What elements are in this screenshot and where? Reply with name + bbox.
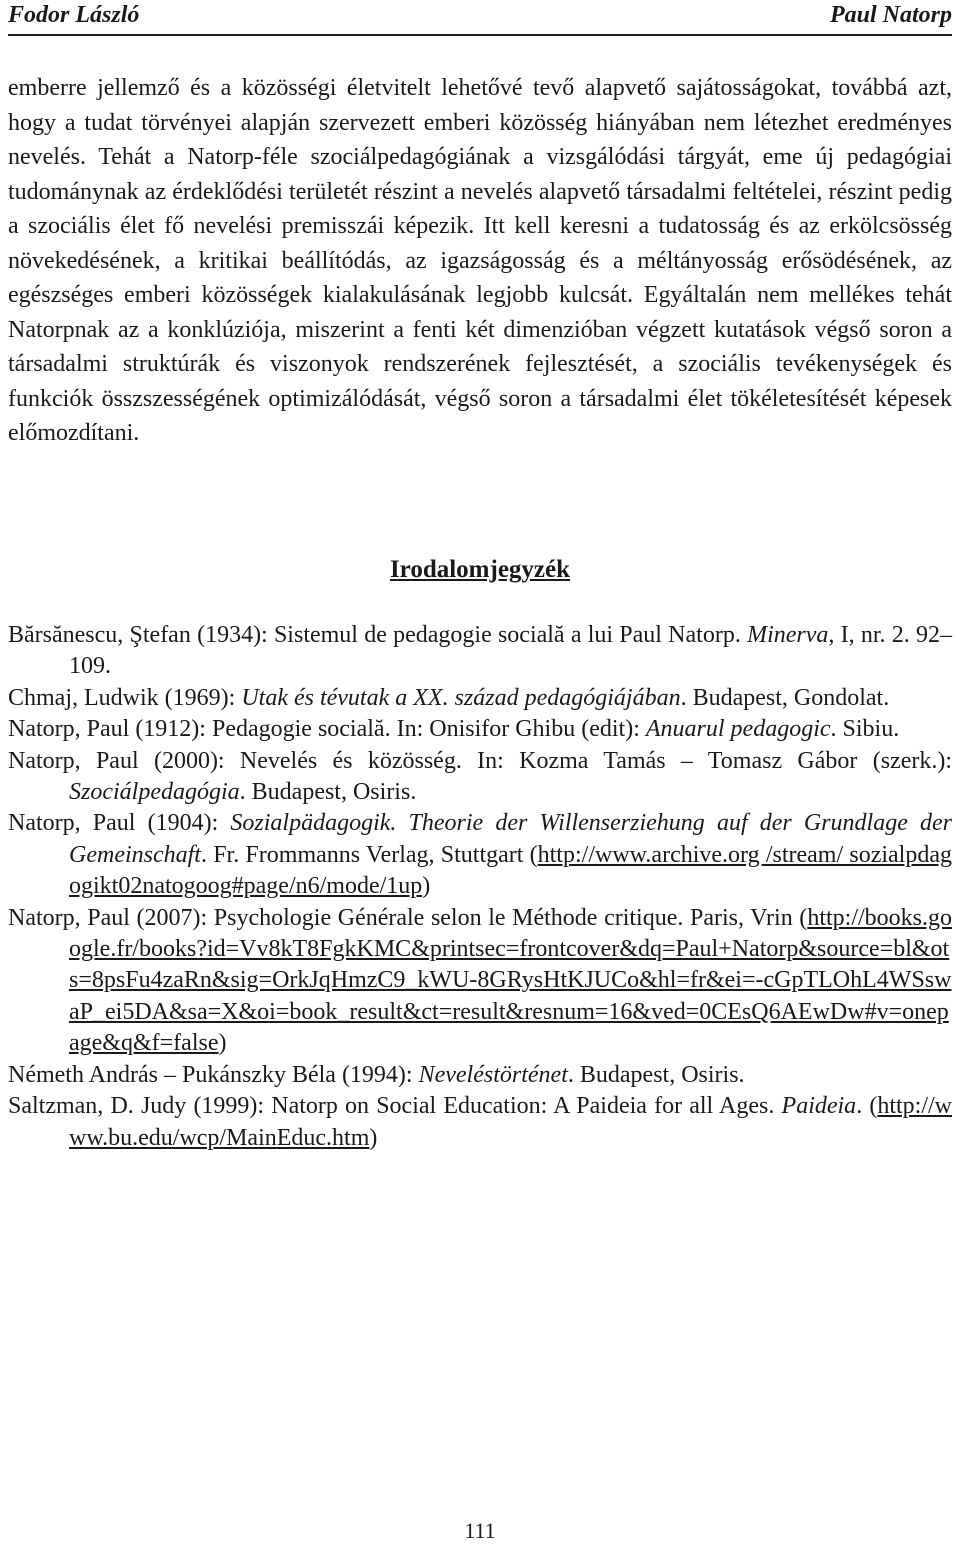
reference-text: Natorp, Paul (2000): Nevelés és közösség. In: Kozma Tamás – Tomasz Gábor (szerk.): [8, 747, 952, 774]
header-subject: Paul Natorp [829, 2, 952, 28]
reference-text: ) [218, 1030, 227, 1057]
reference-text: . Fr. Frommanns Verlag, Stuttgart ( [200, 841, 538, 868]
reference-title: Sozialpädagogik. Theorie der Willenserziehung auf der Grundlage der Gemeinschaft [69, 810, 953, 868]
reference-text: . Budapest, Gondolat. [680, 684, 890, 711]
reference-text: ) [369, 1124, 378, 1151]
reference-text: Chmaj, Ludwik (1969): [8, 684, 242, 711]
reference-text: Saltzman, D. Judy (1999): Natorp on Social Education: A Paideia for all Ages. [8, 1093, 782, 1120]
reference-text: ) [422, 873, 431, 900]
reference-list [8, 620, 952, 1154]
reference-text: . Budapest, Osiris. [239, 779, 417, 806]
reference-item [8, 808, 952, 902]
reference-text: Natorp, Paul (1904): [8, 810, 231, 837]
reference-item [8, 714, 952, 745]
reference-title: Szociálpedagógia [69, 779, 240, 806]
reference-link[interactable]: http://books.google.fr/books?id=Vv8kT8FgkKMC&printsec=frontcover&dq=Paul+Natorp&source=bl&ots=8psFu4zaRn&sig=OrkJqHmzC9_kWU-8GRysHtKJUCo&hl=fr&ei=-cGpTLOhL4WSswaP_ei5DA&sa=X&oi=book_result&ct=result&resnum=16&ved=0CEsQ6AEwDw#v=onepage&q&f=false [69, 904, 952, 1057]
header-author: Fodor László [8, 2, 140, 28]
reference-title: Minerva [747, 622, 829, 648]
running-header [8, 0, 952, 36]
reference-item [8, 1060, 952, 1091]
reference-item [8, 1091, 952, 1154]
reference-item [8, 746, 952, 809]
reference-link[interactable]: http://www.archive.org /stream/ sozialpdagogikt02natogoog#page/n6/mode/1up [69, 841, 952, 900]
reference-text: , I, nr. 2. 92–109. [69, 622, 952, 680]
reference-item [8, 903, 952, 1060]
reference-text: . Budapest, Osiris. [567, 1061, 745, 1088]
reference-title: Neveléstörténet [418, 1061, 568, 1088]
reference-text: . ( [856, 1093, 878, 1120]
reference-text: Natorp, Paul (1912): Pedagogie socială. In: Onisifor Ghibu (edit): [8, 716, 646, 743]
reference-link[interactable]: http://www.bu.edu/wcp/MainEduc.htm [69, 1093, 953, 1151]
reference-item [8, 620, 952, 683]
reference-title: Anuarul pedagogic [645, 716, 831, 743]
reference-title: Paideia [781, 1093, 857, 1120]
reference-text: Natorp, Paul (2007): Psychologie Générale selon le Méthode critique. Paris, Vrin ( [8, 904, 808, 931]
reference-text: . Sibiu. [830, 716, 900, 743]
reference-text: Németh András – Pukánszky Béla (1994): [8, 1061, 419, 1088]
page-number: 111 [464, 1518, 496, 1543]
section-title: Irodalomjegyzék [389, 556, 571, 583]
reference-item [8, 683, 952, 714]
body-paragraph: emberre jellemző és a közösségi életvitelt lehetővé tevő alapvető sajátosságokat, továbbá azt, hogy a tudat törvényei alapján szervezett emberi közösség hiányában nem létezhet eredményes nevelés. Tehát a Natorp-féle szociálpedagógiának a vizsgálódási tárgyát, eme új pedagógiai tudománynak az érdeklődési területét részint a nevelés alapvető társadalmi feltételei, részint pedig a szociális élet fő nevelési premisszái képezik. Itt kell keresni a tudatosság és az erkölcsösség növekedésének, a kritikai beállítódás, az igazságosság és a méltányosság erősödésének, az egészséges emberi közösségek kialakulásának legjobb kulcsát. Egyáltalán nem mellékes tehát Natorpnak az a konklúziója, miszerint a fenti két dimenzióban végzett kutatások végső soron a társadalmi struktúrák és viszonyok rendszerének fejlesztését, a szociális tevékenységek és funkciók összszességének optimizálódását, végső soron a társadalmi élet tökéletesítését képesek előmozdítani. [8, 75, 952, 446]
reference-text: Bărsănescu, Ştefan (1934): Sistemul de pedagogie socială a lui Paul Natorp. [8, 622, 748, 648]
reference-title: Utak és tévutak a XX. század pedagógiájában [241, 684, 681, 711]
